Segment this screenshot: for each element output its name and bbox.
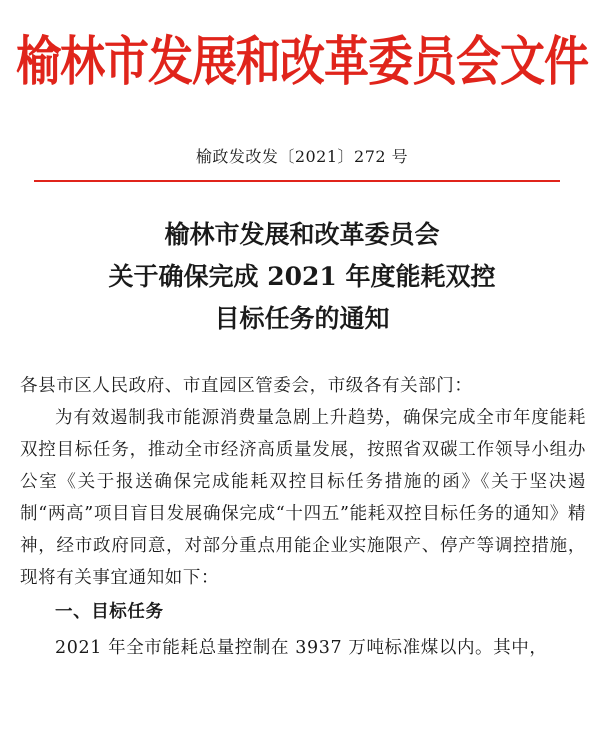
red-divider-line [34, 180, 560, 182]
document-header-title: 榆林市发展和改革委员会文件 [15, 29, 588, 93]
notice-title-line-2: 关于确保完成 2021 年度能耗双控 [108, 262, 496, 291]
salutation: 各县市区人民政府、市直园区管委会，市级各有关部门： [20, 376, 473, 396]
notice-title-line-1: 榆林市发展和改革委员会 [164, 220, 440, 249]
document-body [20, 370, 586, 664]
section-heading-targets: 一、目标任务 [55, 602, 164, 622]
notice-title [0, 214, 604, 340]
document-number: 榆政发改发〔2021〕272 号 [195, 147, 409, 166]
notice-title-line-3: 目标任务的通知 [214, 304, 390, 333]
body-paragraph-2: 2021 年全市能耗总量控制在 3937 万吨标准煤以内。其中， [55, 638, 548, 658]
body-paragraph-1: 为有效遏制我市能源消费量急剧上升趋势，确保完成全市年度能耗双控目标任务，推动全市经济高质量发展，按照省双碳工作领导小组办公室《关于报送确保完成能耗双控目标任务措施的函》《关于坚决遏制“两高”项目盲目发展确保完成“十四五”能耗双控目标任务的通知》精神，经市政府同意，对部分重点用能企业实施限产、停产等调控措施，现将有关事宜通知如下： [20, 408, 586, 588]
